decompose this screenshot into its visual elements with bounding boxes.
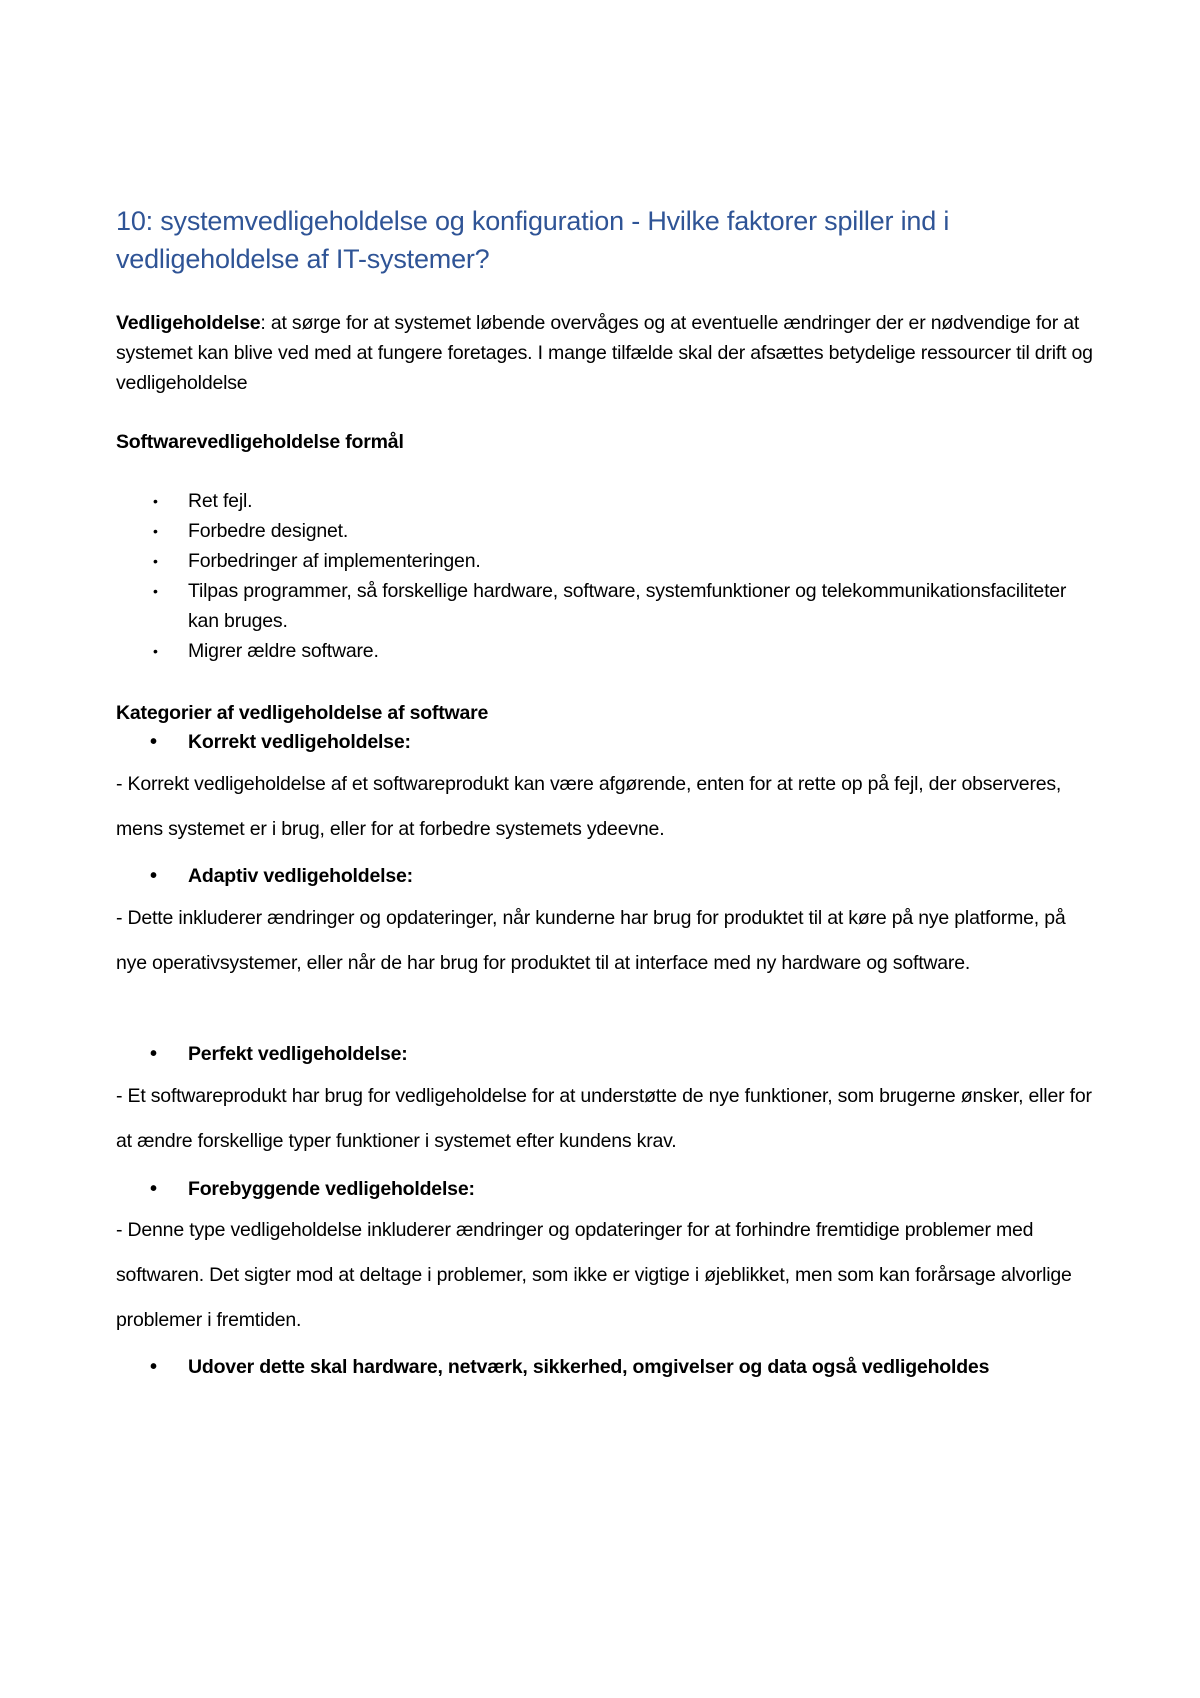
intro-label: Vedligeholdelse [116, 312, 261, 334]
list-item-text: Ret fejl. [188, 490, 253, 512]
bullet-icon: • [153, 583, 158, 599]
list-item [116, 636, 1076, 666]
category-label: Adaptiv vedligeholdelse: [188, 865, 413, 887]
bullet-icon: • [150, 865, 157, 887]
bullet-icon: • [150, 731, 157, 753]
category-description-forebyggende: - Denne type vedligeholdelse inkluderer ændringer og opdateringer for at forhindre fremtidige problemer med softwaren. Det sigter mod at deltage i problemer, som ikke er vigtige i øjeblikket, men som kan forårsage alvorlige problemer i fremtiden. [116, 1219, 1072, 1331]
category-heading-adaptiv [116, 861, 413, 891]
category-heading-perfekt [116, 1039, 408, 1069]
list-item-text: Forbedre designet. [188, 520, 349, 542]
category-label: Forebyggende vedligeholdelse: [188, 1178, 475, 1200]
intro-paragraph [116, 308, 1096, 398]
list-item [116, 486, 1076, 516]
category-label: Perfekt vedligeholdelse: [188, 1043, 408, 1065]
bullet-icon: • [153, 553, 158, 569]
bullet-icon: • [150, 1178, 157, 1200]
purpose-list [116, 486, 1076, 666]
closing-text: Udover dette skal hardware, netværk, sikkerhed, omgivelser og data også vedligeholdes [188, 1356, 990, 1378]
list-item [116, 546, 1076, 576]
list-item-text: Forbedringer af implementeringen. [188, 550, 481, 572]
bullet-icon: • [153, 523, 158, 539]
bullet-icon: • [150, 1356, 157, 1378]
category-description-perfekt: - Et softwareprodukt har brug for vedligeholdelse for at understøtte de nye funktioner, som brugerne ønsker, eller for at ændre forskellige typer funktioner i systemet efter kundens krav. [116, 1085, 1092, 1152]
purpose-title: Softwarevedligeholdelse formål [116, 431, 404, 453]
category-label: Korrekt vedligeholdelse: [188, 731, 411, 753]
category-description-adaptiv: - Dette inkluderer ændringer og opdateringer, når kunderne har brug for produktet til at køre på nye platforme, på nye operativsystemer, eller når de har brug for produktet til at interface med ny hardware og software. [116, 907, 1066, 974]
category-heading-forebyggende [116, 1174, 475, 1204]
bullet-icon: • [150, 1043, 157, 1065]
bullet-icon: • [153, 643, 158, 659]
page-title: 10: systemvedligeholdelse og konfiguration - Hvilke faktorer spiller ind i vedligeholdelse af IT-systemer? [116, 206, 950, 274]
list-item [116, 516, 1076, 546]
intro-text: : at sørge for at systemet løbende overvåges og at eventuelle ændringer der er nødvendige for at systemet kan blive ved med at fungere foretages. I mange tilfælde skal der afsættes betydelige ressourcer til drift og vedligeholdelse [116, 312, 1093, 394]
closing-bullet [116, 1352, 989, 1382]
category-description-korrekt: - Korrekt vedligeholdelse af et softwareprodukt kan være afgørende, enten for at rette op på fejl, der observeres, mens systemet er i brug, eller for at forbedre systemets ydeevne. [116, 773, 1062, 840]
bullet-icon: • [153, 493, 158, 509]
list-item [116, 576, 1076, 636]
list-item-text: Migrer ældre software. [188, 640, 379, 662]
categories-title: Kategorier af vedligeholdelse af software [116, 702, 489, 724]
list-item-text: Tilpas programmer, så forskellige hardware, software, systemfunktioner og telekommunikationsfaciliteter kan bruges. [188, 580, 1067, 632]
category-heading-korrekt [116, 727, 411, 757]
